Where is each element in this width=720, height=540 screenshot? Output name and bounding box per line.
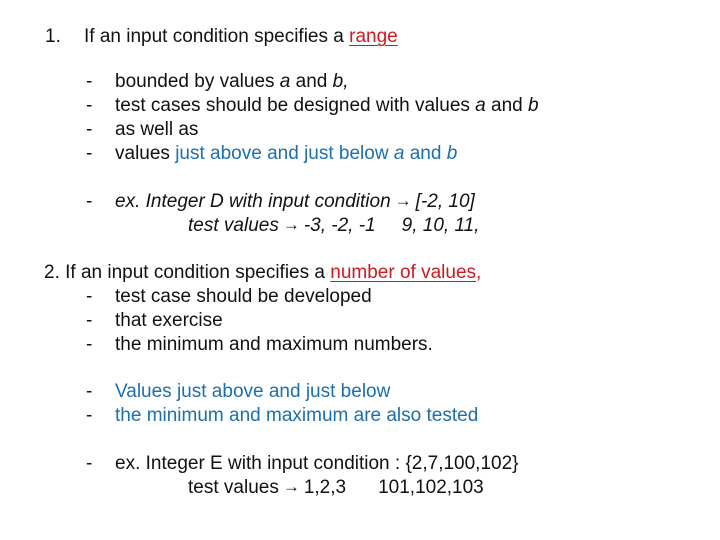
section2-bullet-2: that exercise: [115, 310, 223, 331]
section2-heading-suffix: ,: [476, 262, 482, 283]
var-a: a: [279, 71, 291, 92]
bullet-dash: -: [86, 453, 93, 474]
section1-heading-text: If an input condition specifies a: [84, 26, 344, 47]
bullet-text: test cases should be designed with values: [115, 95, 470, 116]
bullet-dash: -: [86, 286, 93, 307]
var-a: a: [475, 95, 486, 116]
section2-bullet-1: test case should be developed: [115, 286, 372, 307]
bullet-text: bounded by values: [115, 71, 275, 92]
right-arrow-icon: →: [394, 191, 412, 210]
section2-example-line-1: ex. Integer E with input condition : {2,7,100,102}: [115, 453, 519, 474]
example-text: test values: [188, 477, 279, 498]
right-arrow-icon: →: [282, 477, 300, 496]
example-text: test values: [188, 215, 279, 236]
var-b: b: [446, 143, 458, 164]
bullet-dash: -: [86, 191, 93, 212]
section1-bullet-4: [115, 142, 457, 166]
example-text: ex. Integer D with input condition: [115, 191, 391, 212]
bullet-dash: -: [86, 381, 93, 402]
bullet-dash: -: [86, 119, 93, 140]
var-b: b: [528, 95, 539, 116]
test-values-low: -3, -2, -1: [303, 215, 376, 236]
section1-heading-highlight: range: [349, 26, 398, 47]
section1-number: 1.: [45, 26, 61, 47]
right-arrow-icon: →: [282, 215, 300, 234]
bullet-dash: -: [86, 334, 93, 355]
section2-heading: [44, 261, 481, 285]
bullet-text: and: [295, 71, 328, 92]
section2-heading-highlight: number of values: [330, 262, 477, 283]
section1-example-line-2: [188, 214, 479, 238]
section1-bullet-1: [115, 70, 349, 94]
example-value: [-2, 10]: [415, 191, 475, 212]
bullet-text: values: [115, 143, 170, 164]
bullet-text: and: [491, 95, 523, 116]
bullet-dash: -: [86, 95, 93, 116]
test-values-high: 9, 10, 11,: [401, 215, 480, 236]
section1-example-line-1: [115, 190, 475, 214]
var-b: b,: [332, 71, 349, 92]
section1-bullet-2: [115, 94, 539, 118]
bullet-dash: -: [86, 310, 93, 331]
test-values-low: 1,2,3: [303, 477, 347, 498]
var-a: a: [393, 143, 405, 164]
section1-heading: [84, 25, 398, 49]
bullet-dash: -: [86, 143, 93, 164]
section2-number: 2.: [44, 262, 60, 283]
bullet-highlight-blue: just above and just below: [175, 143, 389, 164]
bullet-dash: -: [86, 405, 93, 426]
section2-heading-text: If an input condition specifies a: [65, 262, 325, 283]
section2-bullet-3: the minimum and maximum numbers.: [115, 334, 433, 355]
section2-blue-bullet-2: the minimum and maximum are also tested: [115, 405, 479, 426]
section1-bullet-3: as well as: [115, 119, 199, 140]
bullet-dash: -: [86, 71, 93, 92]
test-values-high: 101,102,103: [378, 477, 484, 498]
section2-example-line-2: [188, 476, 484, 500]
section2-blue-bullet-1: Values just above and just below: [115, 381, 391, 402]
bullet-highlight-blue: and: [409, 143, 442, 164]
